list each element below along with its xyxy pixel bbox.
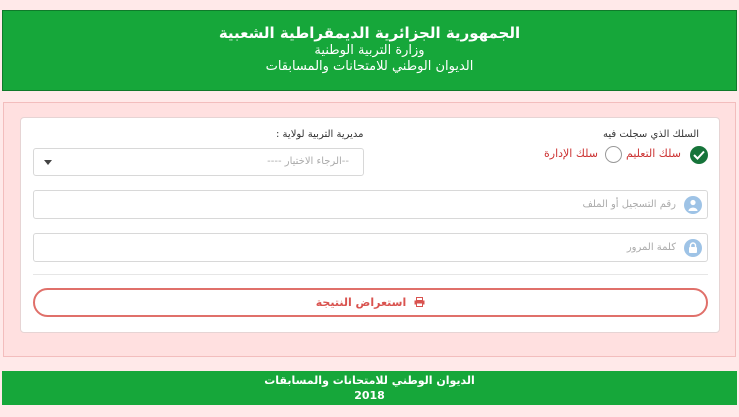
directorate-select[interactable] [33,148,364,176]
user-icon [684,196,702,214]
footer-year: 2018 [354,389,385,402]
corps-label: السلك الذي سجلت فيه [603,129,700,140]
header-ministry: وزارة التربية الوطنية [314,43,425,58]
show-result-button[interactable] [33,288,708,317]
header-republic-title: الجمهورية الجزائرية الديمقراطية الشعبية [218,24,521,42]
form-divider [33,274,708,275]
show-result-label: استعراض النتيجة [315,296,407,309]
site-header [2,10,737,91]
radio-admin-corps[interactable] [605,146,622,163]
password-input[interactable] [33,233,708,262]
directorate-label: مديرية التربية لولاية : [276,129,364,140]
print-icon [414,291,425,316]
site-footer [2,371,737,405]
chevron-down-icon [44,160,52,165]
check-icon [693,150,705,160]
registration-input[interactable] [33,190,708,219]
radio-admin-label[interactable]: سلك الإدارة [544,147,598,160]
lock-icon [684,239,702,257]
registration-placeholder: رقم التسجيل أو الملف [582,199,676,210]
header-office: الديوان الوطني للامتحانات والمسابقات [265,59,474,74]
directorate-placeholder: --الرجاء الاختيار ---- [267,156,349,167]
radio-teaching-corps[interactable] [690,146,708,164]
radio-teaching-label[interactable]: سلك التعليم [626,147,681,160]
password-placeholder: كلمة المرور [626,242,676,253]
footer-office: الديوان الوطني للامتحانات والمسابقات [264,374,475,387]
